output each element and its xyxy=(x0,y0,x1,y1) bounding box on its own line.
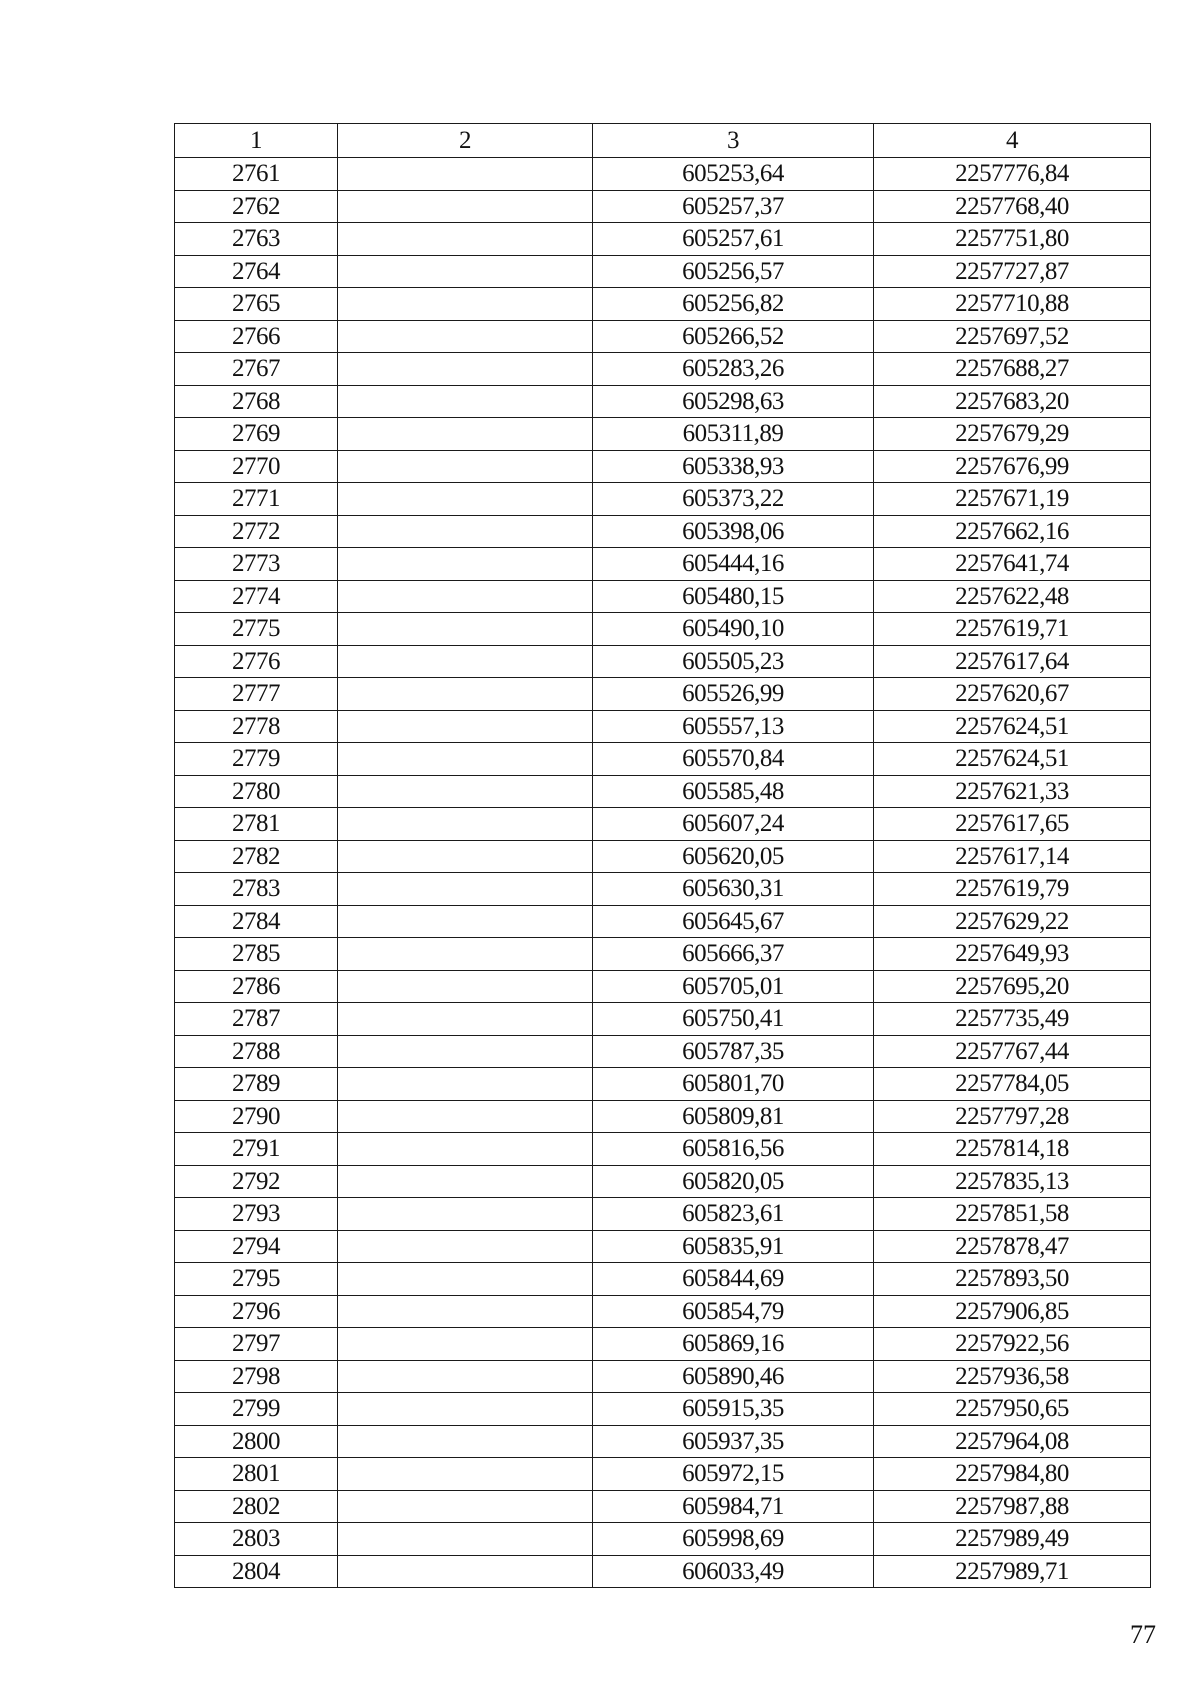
table-row xyxy=(175,613,1151,646)
y-coordinate-cell: 2257649,93 xyxy=(874,938,1151,971)
column-2-cell xyxy=(338,1100,593,1133)
y-coordinate-cell: 2257776,84 xyxy=(874,158,1151,191)
point-number-cell: 2765 xyxy=(175,288,338,321)
y-coordinate-cell: 2257624,51 xyxy=(874,710,1151,743)
x-coordinate-cell: 605607,24 xyxy=(593,808,874,841)
point-number-cell: 2767 xyxy=(175,353,338,386)
point-number-cell: 2777 xyxy=(175,678,338,711)
x-coordinate-cell: 605257,37 xyxy=(593,190,874,223)
column-2-cell xyxy=(338,515,593,548)
table-row xyxy=(175,288,1151,321)
table-row xyxy=(175,970,1151,1003)
y-coordinate-cell: 2257683,20 xyxy=(874,385,1151,418)
y-coordinate-cell: 2257679,29 xyxy=(874,418,1151,451)
point-number-cell: 2795 xyxy=(175,1263,338,1296)
point-number-cell: 2796 xyxy=(175,1295,338,1328)
x-coordinate-cell: 605750,41 xyxy=(593,1003,874,1036)
column-2-cell xyxy=(338,1133,593,1166)
point-number-cell: 2786 xyxy=(175,970,338,1003)
x-coordinate-cell: 605666,37 xyxy=(593,938,874,971)
point-number-cell: 2788 xyxy=(175,1035,338,1068)
table-row xyxy=(175,385,1151,418)
x-coordinate-cell: 605998,69 xyxy=(593,1523,874,1556)
x-coordinate-cell: 605570,84 xyxy=(593,743,874,776)
x-coordinate-cell: 605854,79 xyxy=(593,1295,874,1328)
table-row xyxy=(175,1425,1151,1458)
table-row xyxy=(175,1068,1151,1101)
point-number-cell: 2799 xyxy=(175,1393,338,1426)
column-2-cell xyxy=(338,190,593,223)
y-coordinate-cell: 2257617,65 xyxy=(874,808,1151,841)
table-row xyxy=(175,743,1151,776)
y-coordinate-cell: 2257936,58 xyxy=(874,1360,1151,1393)
table-row xyxy=(175,1165,1151,1198)
x-coordinate-cell: 605490,10 xyxy=(593,613,874,646)
table-row xyxy=(175,1328,1151,1361)
column-2-cell xyxy=(338,1295,593,1328)
y-coordinate-cell: 2257906,85 xyxy=(874,1295,1151,1328)
y-coordinate-cell: 2257695,20 xyxy=(874,970,1151,1003)
column-2-cell xyxy=(338,775,593,808)
column-2-cell xyxy=(338,1360,593,1393)
point-number-cell: 2784 xyxy=(175,905,338,938)
y-coordinate-cell: 2257662,16 xyxy=(874,515,1151,548)
x-coordinate-cell: 605816,56 xyxy=(593,1133,874,1166)
table-row xyxy=(175,710,1151,743)
point-number-cell: 2769 xyxy=(175,418,338,451)
column-2-cell xyxy=(338,320,593,353)
point-number-cell: 2764 xyxy=(175,255,338,288)
x-coordinate-cell: 605266,52 xyxy=(593,320,874,353)
page-number: 77 xyxy=(1130,1620,1156,1649)
y-coordinate-cell: 2257950,65 xyxy=(874,1393,1151,1426)
x-coordinate-cell: 605253,64 xyxy=(593,158,874,191)
column-2-cell xyxy=(338,1165,593,1198)
point-number-cell: 2802 xyxy=(175,1490,338,1523)
y-coordinate-cell: 2257964,08 xyxy=(874,1425,1151,1458)
table-row xyxy=(175,678,1151,711)
y-coordinate-cell: 2257622,48 xyxy=(874,580,1151,613)
table-body xyxy=(175,158,1151,1588)
point-number-cell: 2763 xyxy=(175,223,338,256)
column-header-3: 3 xyxy=(593,124,874,158)
table-row xyxy=(175,645,1151,678)
column-2-cell xyxy=(338,1198,593,1231)
x-coordinate-cell: 605787,35 xyxy=(593,1035,874,1068)
column-2-cell xyxy=(338,1068,593,1101)
point-number-cell: 2779 xyxy=(175,743,338,776)
x-coordinate-cell: 605823,61 xyxy=(593,1198,874,1231)
column-header-1: 1 xyxy=(175,124,338,158)
table-row xyxy=(175,1100,1151,1133)
x-coordinate-cell: 605585,48 xyxy=(593,775,874,808)
y-coordinate-cell: 2257671,19 xyxy=(874,483,1151,516)
table-header-row xyxy=(175,124,1151,158)
y-coordinate-cell: 2257878,47 xyxy=(874,1230,1151,1263)
column-2-cell xyxy=(338,1490,593,1523)
column-2-cell xyxy=(338,808,593,841)
column-2-cell xyxy=(338,613,593,646)
point-number-cell: 2803 xyxy=(175,1523,338,1556)
table-row xyxy=(175,1523,1151,1556)
column-2-cell xyxy=(338,1003,593,1036)
table-row xyxy=(175,1035,1151,1068)
table-row xyxy=(175,905,1151,938)
point-number-cell: 2794 xyxy=(175,1230,338,1263)
table-row xyxy=(175,320,1151,353)
x-coordinate-cell: 605480,15 xyxy=(593,580,874,613)
column-2-cell xyxy=(338,1555,593,1588)
point-number-cell: 2776 xyxy=(175,645,338,678)
table-row xyxy=(175,1555,1151,1588)
point-number-cell: 2797 xyxy=(175,1328,338,1361)
column-2-cell xyxy=(338,450,593,483)
x-coordinate-cell: 605645,67 xyxy=(593,905,874,938)
x-coordinate-cell: 605630,31 xyxy=(593,873,874,906)
table-row xyxy=(175,255,1151,288)
y-coordinate-cell: 2257922,56 xyxy=(874,1328,1151,1361)
column-2-cell xyxy=(338,743,593,776)
point-number-cell: 2787 xyxy=(175,1003,338,1036)
point-number-cell: 2790 xyxy=(175,1100,338,1133)
x-coordinate-cell: 605256,57 xyxy=(593,255,874,288)
point-number-cell: 2774 xyxy=(175,580,338,613)
x-coordinate-cell: 605398,06 xyxy=(593,515,874,548)
point-number-cell: 2801 xyxy=(175,1458,338,1491)
table-row xyxy=(175,418,1151,451)
point-number-cell: 2789 xyxy=(175,1068,338,1101)
y-coordinate-cell: 2257619,71 xyxy=(874,613,1151,646)
column-2-cell xyxy=(338,580,593,613)
y-coordinate-cell: 2257697,52 xyxy=(874,320,1151,353)
y-coordinate-cell: 2257835,13 xyxy=(874,1165,1151,1198)
column-2-cell xyxy=(338,385,593,418)
x-coordinate-cell: 605984,71 xyxy=(593,1490,874,1523)
y-coordinate-cell: 2257851,58 xyxy=(874,1198,1151,1231)
column-2-cell xyxy=(338,548,593,581)
y-coordinate-cell: 2257617,14 xyxy=(874,840,1151,873)
y-coordinate-cell: 2257624,51 xyxy=(874,743,1151,776)
point-number-cell: 2783 xyxy=(175,873,338,906)
y-coordinate-cell: 2257676,99 xyxy=(874,450,1151,483)
y-coordinate-cell: 2257688,27 xyxy=(874,353,1151,386)
table-row xyxy=(175,1003,1151,1036)
column-2-cell xyxy=(338,1393,593,1426)
x-coordinate-cell: 605890,46 xyxy=(593,1360,874,1393)
y-coordinate-cell: 2257784,05 xyxy=(874,1068,1151,1101)
point-number-cell: 2768 xyxy=(175,385,338,418)
y-coordinate-cell: 2257735,49 xyxy=(874,1003,1151,1036)
x-coordinate-cell: 605444,16 xyxy=(593,548,874,581)
x-coordinate-cell: 605809,81 xyxy=(593,1100,874,1133)
y-coordinate-cell: 2257619,79 xyxy=(874,873,1151,906)
column-2-cell xyxy=(338,353,593,386)
point-number-cell: 2804 xyxy=(175,1555,338,1588)
table-row xyxy=(175,548,1151,581)
table-row xyxy=(175,775,1151,808)
table-row xyxy=(175,483,1151,516)
x-coordinate-cell: 605505,23 xyxy=(593,645,874,678)
y-coordinate-cell: 2257620,67 xyxy=(874,678,1151,711)
x-coordinate-cell: 605526,99 xyxy=(593,678,874,711)
table-row xyxy=(175,353,1151,386)
table-row xyxy=(175,450,1151,483)
point-number-cell: 2775 xyxy=(175,613,338,646)
column-2-cell xyxy=(338,678,593,711)
column-2-cell xyxy=(338,645,593,678)
column-2-cell xyxy=(338,1328,593,1361)
point-number-cell: 2792 xyxy=(175,1165,338,1198)
x-coordinate-cell: 605557,13 xyxy=(593,710,874,743)
x-coordinate-cell: 606033,49 xyxy=(593,1555,874,1588)
table-row xyxy=(175,808,1151,841)
column-2-cell xyxy=(338,158,593,191)
point-number-cell: 2798 xyxy=(175,1360,338,1393)
table-row xyxy=(175,158,1151,191)
coordinates-table xyxy=(174,123,1151,1588)
column-2-cell xyxy=(338,1230,593,1263)
point-number-cell: 2782 xyxy=(175,840,338,873)
column-2-cell xyxy=(338,710,593,743)
column-2-cell xyxy=(338,1035,593,1068)
x-coordinate-cell: 605820,05 xyxy=(593,1165,874,1198)
table-row xyxy=(175,190,1151,223)
y-coordinate-cell: 2257768,40 xyxy=(874,190,1151,223)
x-coordinate-cell: 605620,05 xyxy=(593,840,874,873)
point-number-cell: 2761 xyxy=(175,158,338,191)
x-coordinate-cell: 605972,15 xyxy=(593,1458,874,1491)
column-2-cell xyxy=(338,905,593,938)
point-number-cell: 2785 xyxy=(175,938,338,971)
point-number-cell: 2771 xyxy=(175,483,338,516)
y-coordinate-cell: 2257893,50 xyxy=(874,1263,1151,1296)
table-row xyxy=(175,580,1151,613)
point-number-cell: 2800 xyxy=(175,1425,338,1458)
column-2-cell xyxy=(338,840,593,873)
column-2-cell xyxy=(338,1425,593,1458)
column-header-2: 2 xyxy=(338,124,593,158)
point-number-cell: 2778 xyxy=(175,710,338,743)
point-number-cell: 2781 xyxy=(175,808,338,841)
point-number-cell: 2766 xyxy=(175,320,338,353)
y-coordinate-cell: 2257629,22 xyxy=(874,905,1151,938)
y-coordinate-cell: 2257767,44 xyxy=(874,1035,1151,1068)
table-row xyxy=(175,1230,1151,1263)
point-number-cell: 2762 xyxy=(175,190,338,223)
point-number-cell: 2770 xyxy=(175,450,338,483)
y-coordinate-cell: 2257751,80 xyxy=(874,223,1151,256)
column-2-cell xyxy=(338,288,593,321)
y-coordinate-cell: 2257641,74 xyxy=(874,548,1151,581)
column-2-cell xyxy=(338,970,593,1003)
x-coordinate-cell: 605937,35 xyxy=(593,1425,874,1458)
table-row xyxy=(175,938,1151,971)
y-coordinate-cell: 2257989,71 xyxy=(874,1555,1151,1588)
y-coordinate-cell: 2257987,88 xyxy=(874,1490,1151,1523)
x-coordinate-cell: 605869,16 xyxy=(593,1328,874,1361)
point-number-cell: 2793 xyxy=(175,1198,338,1231)
x-coordinate-cell: 605338,93 xyxy=(593,450,874,483)
x-coordinate-cell: 605835,91 xyxy=(593,1230,874,1263)
table-row xyxy=(175,1133,1151,1166)
column-2-cell xyxy=(338,483,593,516)
table-row xyxy=(175,1295,1151,1328)
x-coordinate-cell: 605283,26 xyxy=(593,353,874,386)
table-row xyxy=(175,1458,1151,1491)
column-2-cell xyxy=(338,873,593,906)
table-row xyxy=(175,1198,1151,1231)
y-coordinate-cell: 2257710,88 xyxy=(874,288,1151,321)
y-coordinate-cell: 2257989,49 xyxy=(874,1523,1151,1556)
y-coordinate-cell: 2257814,18 xyxy=(874,1133,1151,1166)
table-row xyxy=(175,515,1151,548)
y-coordinate-cell: 2257797,28 xyxy=(874,1100,1151,1133)
column-2-cell xyxy=(338,1458,593,1491)
table-row xyxy=(175,1263,1151,1296)
table-row xyxy=(175,873,1151,906)
x-coordinate-cell: 605844,69 xyxy=(593,1263,874,1296)
x-coordinate-cell: 605705,01 xyxy=(593,970,874,1003)
point-number-cell: 2780 xyxy=(175,775,338,808)
column-2-cell xyxy=(338,223,593,256)
y-coordinate-cell: 2257727,87 xyxy=(874,255,1151,288)
table-row xyxy=(175,223,1151,256)
table-row xyxy=(175,840,1151,873)
table-row xyxy=(175,1360,1151,1393)
point-number-cell: 2773 xyxy=(175,548,338,581)
column-2-cell xyxy=(338,255,593,288)
x-coordinate-cell: 605915,35 xyxy=(593,1393,874,1426)
column-header-4: 4 xyxy=(874,124,1151,158)
x-coordinate-cell: 605298,63 xyxy=(593,385,874,418)
column-2-cell xyxy=(338,938,593,971)
x-coordinate-cell: 605801,70 xyxy=(593,1068,874,1101)
y-coordinate-cell: 2257621,33 xyxy=(874,775,1151,808)
table-row xyxy=(175,1393,1151,1426)
point-number-cell: 2772 xyxy=(175,515,338,548)
y-coordinate-cell: 2257984,80 xyxy=(874,1458,1151,1491)
y-coordinate-cell: 2257617,64 xyxy=(874,645,1151,678)
x-coordinate-cell: 605257,61 xyxy=(593,223,874,256)
column-2-cell xyxy=(338,1523,593,1556)
x-coordinate-cell: 605311,89 xyxy=(593,418,874,451)
x-coordinate-cell: 605373,22 xyxy=(593,483,874,516)
table-row xyxy=(175,1490,1151,1523)
column-2-cell xyxy=(338,1263,593,1296)
x-coordinate-cell: 605256,82 xyxy=(593,288,874,321)
column-2-cell xyxy=(338,418,593,451)
point-number-cell: 2791 xyxy=(175,1133,338,1166)
